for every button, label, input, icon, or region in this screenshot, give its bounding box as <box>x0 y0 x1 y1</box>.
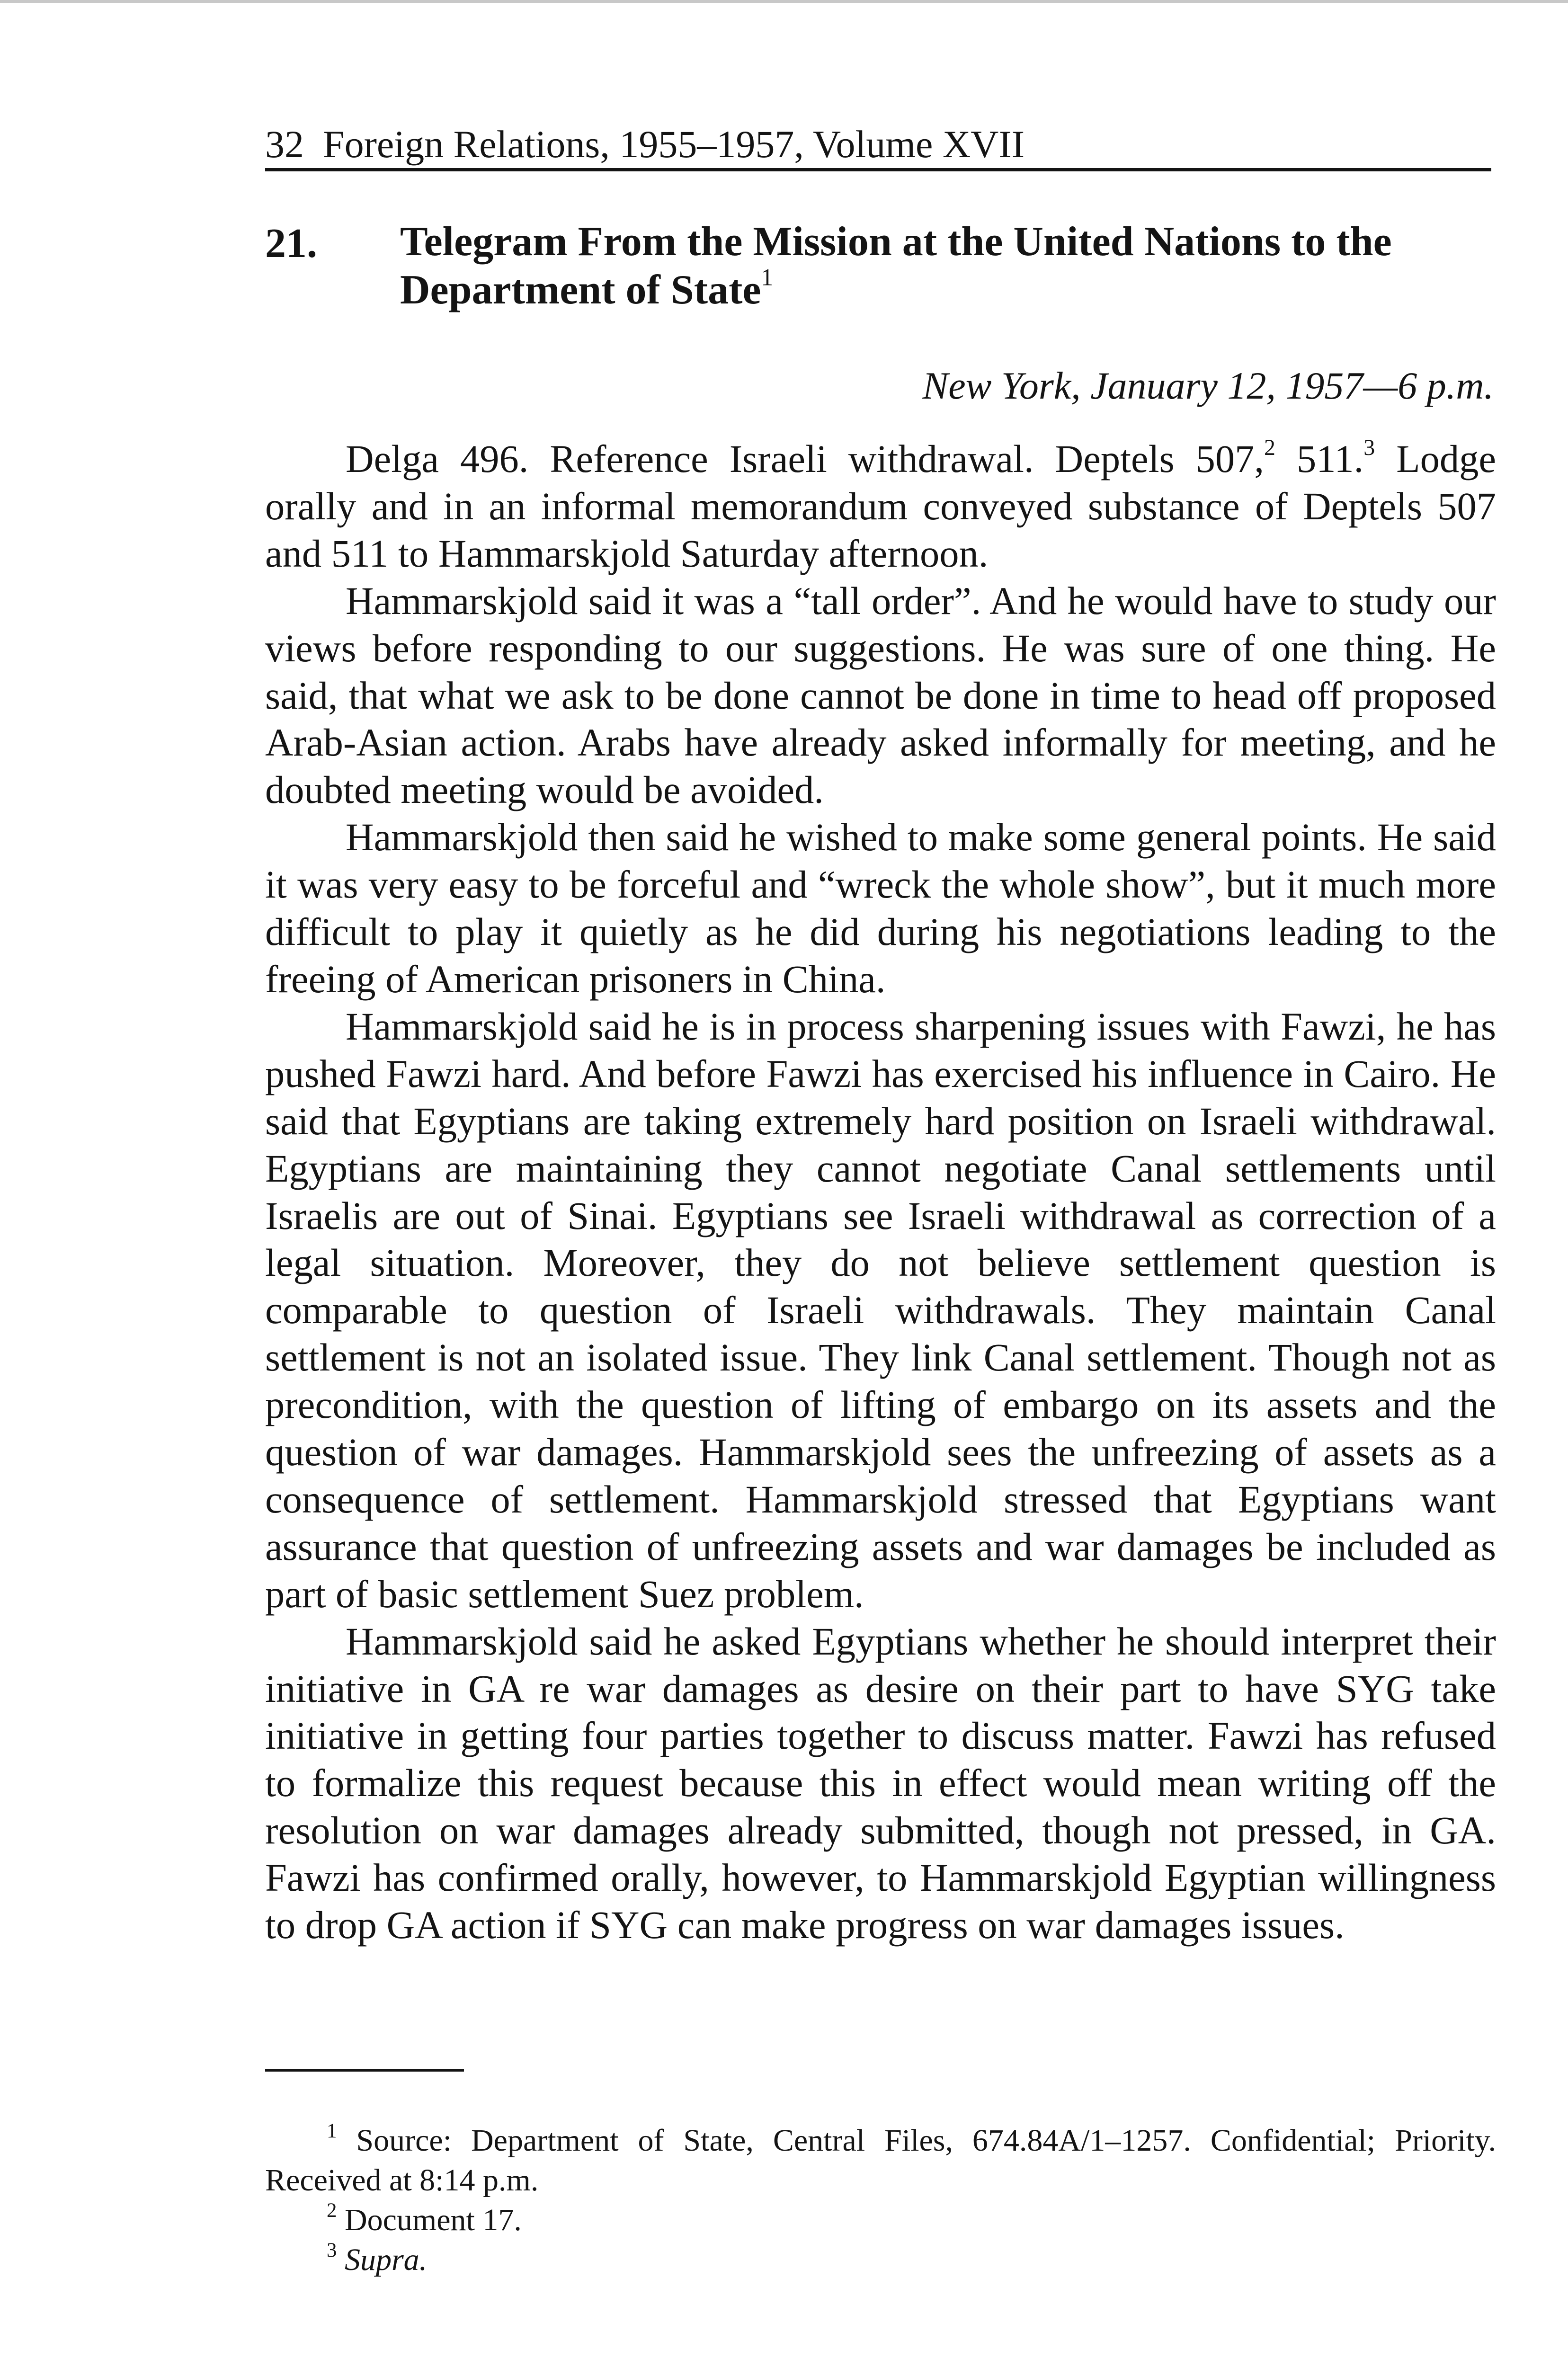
footnote-text: Document 17. <box>344 2203 522 2237</box>
footnote-2 <box>265 2200 1496 2240</box>
telegram-body <box>265 436 1496 1949</box>
running-head <box>265 118 1491 170</box>
document-title-text: Telegram From the Mission at the United Nations to the Department of State <box>400 219 1392 313</box>
paragraph-1-text-c: Lodge orally and in an informal memorandum conveyed substance of Deptels 507 and 511 to Hammarskjold Saturday afternoon. <box>265 437 1496 575</box>
document-title <box>400 218 1489 314</box>
header-rule <box>265 168 1491 171</box>
footnote-ref-3: 3 <box>1363 435 1375 461</box>
title-footnote-ref: 1 <box>761 264 773 291</box>
footnote-rule <box>265 2069 464 2072</box>
document-number: 21. <box>265 221 317 267</box>
footnote-marker: 1 <box>327 2120 337 2143</box>
footnote-text: Supra. <box>344 2242 428 2277</box>
paragraph-1-text-b: 511. <box>1275 437 1364 481</box>
scan-edge-line <box>0 0 1568 3</box>
footnote-text: Source: Department of State, Central Files, 674.84A/1–1257. Confidential; Priority. Received at 8:14 p.m. <box>265 2123 1497 2198</box>
dateline: New York, January 12, 1957—6 p.m. <box>922 364 1494 407</box>
footnote-3 <box>265 2240 1496 2280</box>
footnote-1 <box>265 2121 1496 2200</box>
footnote-marker: 2 <box>327 2199 337 2222</box>
paragraph-4: Hammarskjold said he is in process sharpening issues with Fawzi, he has pushed Fawzi hard. And before Fawzi has exercised his influence in Cairo. He said that Egyptians are taking extremely hard position on Israeli withdrawal. Egyptians are maintaining they cannot negotiate Canal settlements until Israelis are out of Sinai. Egyptians see Israeli withdrawal as correction of a legal situation. Moreover, they do not believe settlement question is comparable to question of Israeli withdrawals. They maintain Canal settlement is not an isolated issue. They link Canal settlement. Though not as precondition, with the question of lifting of embargo on its assets and the question of war damages. Hammarskjold sees the unfreezing of assets as a consequence of settlement. Hammarskjold stressed that Egyptians want assurance that question of unfreezing assets and war damages be included as part of basic settlement Suez problem. <box>265 1004 1496 1616</box>
paragraph-3: Hammarskjold then said he wished to make some general points. He said it was very easy to be forceful and “wreck the whole show”, but it much more difficult to play it quietly as he did during his negotiations leading to the freeing of American prisoners in China. <box>265 815 1496 1001</box>
footnotes <box>265 2121 1496 2280</box>
footnote-marker: 3 <box>327 2239 337 2262</box>
page-number: 32 <box>265 123 304 166</box>
paragraph-2: Hammarskjold said it was a “tall order”. And he would have to study our views before responding to our suggestions. He was sure of one thing. He said, that what we ask to be done cannot be done in time to head off proposed Arab-Asian action. Arabs have already asked informally for meeting, and he doubted meeting would be avoided. <box>265 578 1496 812</box>
paragraph-1 <box>265 436 1496 578</box>
footnote-ref-2: 2 <box>1264 435 1275 461</box>
paragraph-1-text-a: Delga 496. Reference Israeli withdrawal. Deptels 507, <box>346 437 1265 481</box>
paragraph-5: Hammarskjold said he asked Egyptians whether he should interpret their initiative in GA re war damages as desire on their part to have SYG take initiative in getting four parties together to discuss matter. Fawzi has refused to formalize this request because this in effect would mean writing off the resolution on war damages already submitted, though not pressed, in GA. Fawzi has confirmed orally, however, to Hammarskjold Egyptian willingness to drop GA action if SYG can make progress on war damages issues. <box>265 1619 1496 1947</box>
volume-title: Foreign Relations, 1955–1957, Volume XVII <box>323 123 1025 166</box>
